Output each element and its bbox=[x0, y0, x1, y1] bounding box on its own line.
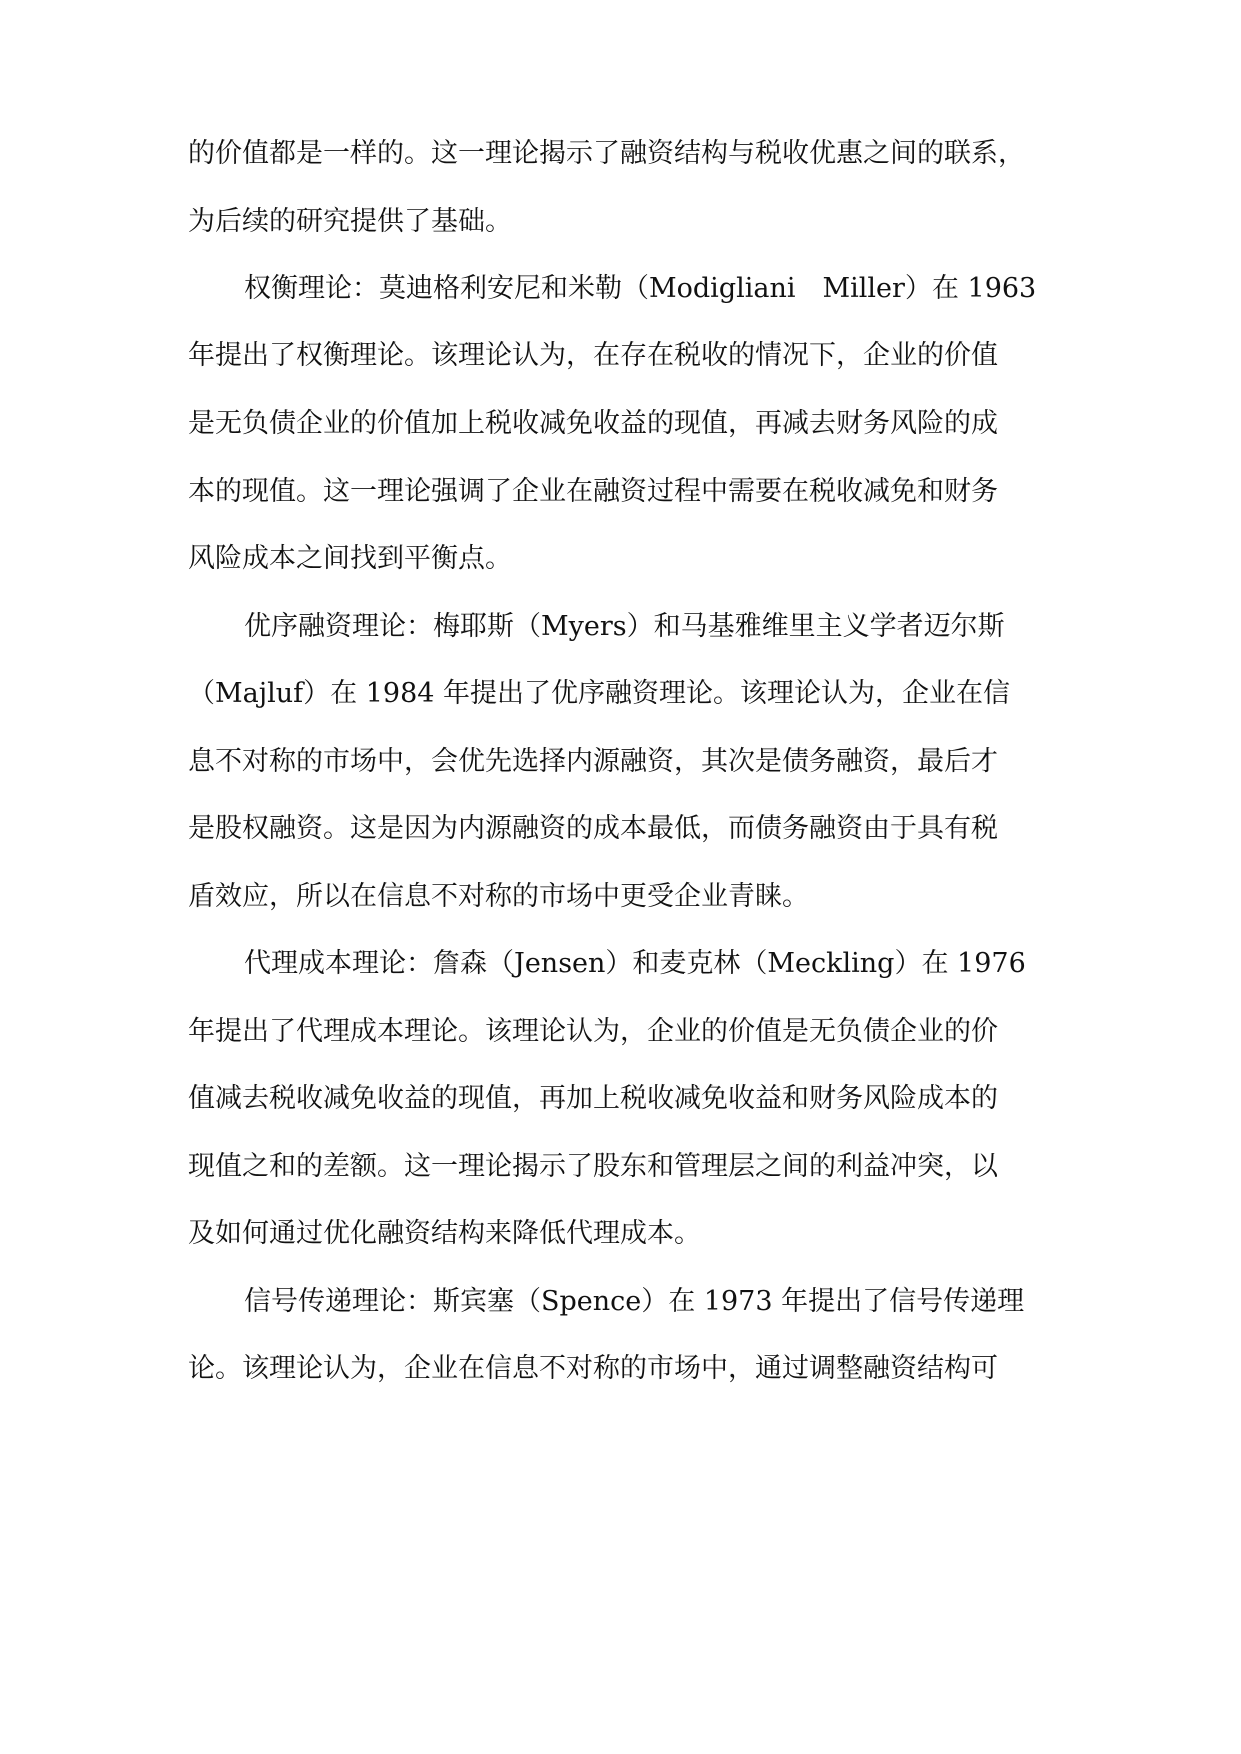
text-line: 论。该理论认为，企业在信息不对称的市场中，通过调整融资结构可 bbox=[188, 1353, 998, 1384]
text-line: 年提出了权衡理论。该理论认为，在存在税收的情况下，企业的价值 bbox=[188, 340, 998, 371]
text-line: 息不对称的市场中，会优先选择内源融资，其次是债务融资，最后才 bbox=[188, 746, 998, 777]
text-line: 是股权融资。这是因为内源融资的成本最低，而债务融资由于具有税 bbox=[188, 813, 998, 844]
text-line: 本的现值。这一理论强调了企业在融资过程中需要在税收减免和财务 bbox=[188, 476, 998, 507]
text-line: 现值之和的差额。这一理论揭示了股东和管理层之间的利益冲突，以 bbox=[188, 1151, 998, 1182]
paragraph-start-agency-cost-theory: 代理成本理论：詹森（Jensen）和麦克林（Meckling）在 1976 bbox=[244, 948, 1026, 979]
paragraph-start-signaling-theory: 信号传递理论：斯宾塞（Spence）在 1973 年提出了信号传递理 bbox=[244, 1286, 1025, 1317]
text-line: 及如何通过优化融资结构来降低代理成本。 bbox=[188, 1218, 701, 1249]
text-line: 为后续的研究提供了基础。 bbox=[188, 206, 512, 237]
text-line: 是无负债企业的价值加上税收减免收益的现值，再减去财务风险的成 bbox=[188, 408, 998, 439]
text-line: 风险成本之间找到平衡点。 bbox=[188, 543, 512, 574]
paragraph-start-trade-off-theory: 权衡理论：莫迪格利安尼和米勒（Modigliani Miller）在 1963 bbox=[244, 273, 1037, 304]
text-line: （Majluf）在 1984 年提出了优序融资理论。该理论认为，企业在信 bbox=[188, 678, 1011, 709]
text-line: 值减去税收减免收益的现值，再加上税收减免收益和财务风险成本的 bbox=[188, 1083, 998, 1114]
paragraph-start-pecking-order-theory: 优序融资理论：梅耶斯（Myers）和马基雅维里主义学者迈尔斯 bbox=[244, 611, 1005, 642]
text-line: 盾效应，所以在信息不对称的市场中更受企业青睐。 bbox=[188, 881, 809, 912]
text-line: 的价值都是一样的。这一理论揭示了融资结构与税收优惠之间的联系， bbox=[188, 138, 1025, 169]
text-line: 年提出了代理成本理论。该理论认为，企业的价值是无负债企业的价 bbox=[188, 1016, 998, 1047]
